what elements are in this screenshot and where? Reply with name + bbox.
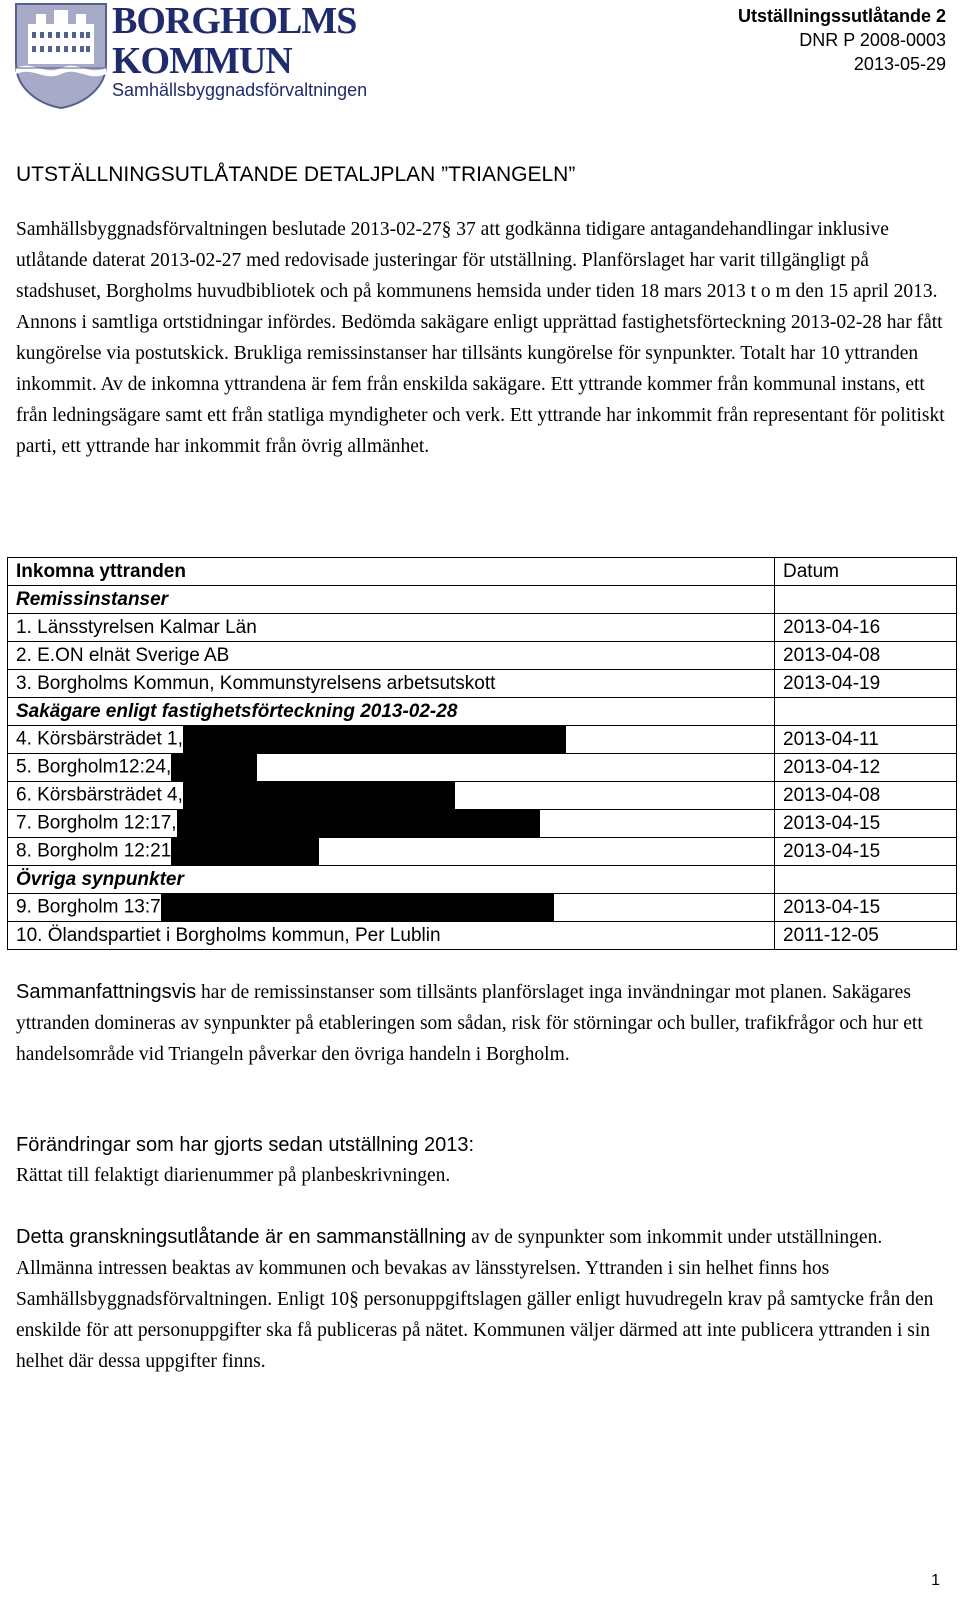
summary-lead: Sammanfattningsvis	[16, 981, 197, 1003]
changes-heading: Förändringar som har gjorts sedan utställning 2013:	[16, 1134, 475, 1156]
statement-cell: 6. Körsbärsträdet 4,	[16, 784, 183, 806]
table-header-date: Datum	[775, 558, 957, 586]
section-row	[8, 866, 957, 894]
table-row	[8, 614, 957, 642]
statement-cell: 1. Länsstyrelsen Kalmar Län	[8, 614, 775, 642]
dnr-number: DNR P 2008-0003	[799, 30, 946, 50]
date-cell: 2013-04-19	[775, 670, 957, 698]
redaction-block	[177, 810, 540, 837]
date-cell: 2013-04-15	[775, 838, 957, 866]
section-row	[8, 586, 957, 614]
statement-cell: 10. Ölandspartiet i Borgholms kommun, Per Lublin	[8, 922, 775, 950]
redaction-block	[171, 838, 319, 865]
table-row	[8, 782, 957, 810]
coat-of-arms-icon	[14, 2, 108, 110]
statements-table	[7, 557, 957, 950]
changes-text: Rättat till felaktigt diarienummer på planbeskrivningen.	[16, 1165, 451, 1186]
doc-date: 2013-05-29	[853, 54, 946, 74]
table-row	[8, 922, 957, 950]
date-cell: 2013-04-08	[775, 642, 957, 670]
table-row	[8, 894, 957, 922]
section-heading: Remissinstanser	[8, 586, 775, 614]
table-header-statements: Inkomna yttranden	[8, 558, 775, 586]
closing-text: av de synpunkter som inkommit under utställningen. Allmänna intressen beaktas av kommunen och bevakas av länsstyrelsen. Yttranden i sin helhet finns hos Samhällsbyggnadsförvaltningen. Enligt 10§ personuppgiftslagen gäller enligt huvudregeln krav på samtycke från den enskilde för att personuppgifter ska få publiceras på nätet. Kommunen väljer därmed att inte publicera yttranden i sin helhet där dessa uppgifter finns.	[16, 1227, 934, 1372]
table-row	[8, 642, 957, 670]
statement-cell: 8. Borgholm 12:21	[16, 840, 172, 862]
date-cell: 2013-04-16	[775, 614, 957, 642]
logo-name-line2: KOMMUN	[112, 40, 292, 82]
intro-paragraph: Samhällsbyggnadsförvaltningen beslutade 2013-02-27§ 37 att godkänna tidigare antagandehandlingar inklusive utlåtande daterat 2013-02-27 med redovisade justeringar för utställning. Planförslaget har varit tillgängligt på stadshuset, Borgholms huvudbibliotek och på kommunens hemsida under tiden 18 mars 2013 t o m den 15 april 2013. Annons i samtliga ortstidningar infördes. Bedömda sakägare enligt upprättad fastighetsförteckning 2013-02-28 har fått kungörelse via postutskick. Brukliga remissinstanser har tillsänts kungörelse för synpunkter. Totalt har 10 yttranden inkommit. Av de inkomna yttrandena är fem från enskilda sakägare. Ett yttrande kommer från kommunal instans, ett från ledningsägare samt ett från statliga myndigheter och verk. Ett yttrande har inkommit från representant för politiskt parti, ett yttrande har inkommit från övrig allmänhet.	[16, 219, 945, 457]
section-row	[8, 698, 957, 726]
municipal-logo	[14, 2, 394, 110]
section-heading: Övriga synpunkter	[8, 866, 775, 894]
table-row	[8, 726, 957, 754]
date-cell: 2013-04-08	[775, 782, 957, 810]
redaction-block	[171, 754, 257, 781]
document-header	[738, 4, 946, 76]
page-number: 1	[931, 1572, 940, 1589]
statement-cell: 7. Borgholm 12:17,	[16, 812, 177, 834]
statement-cell: 5. Borgholm12:24,	[16, 756, 172, 778]
table-row	[8, 670, 957, 698]
date-cell: 2013-04-15	[775, 810, 957, 838]
closing-lead: Detta granskningsutlåtande är en sammanställning	[16, 1226, 467, 1248]
statement-cell: 3. Borgholms Kommun, Kommunstyrelsens arbetsutskott	[8, 670, 775, 698]
date-cell: 2013-04-11	[775, 726, 957, 754]
redaction-block	[183, 782, 455, 809]
table-header-row	[8, 558, 957, 586]
table-row	[8, 754, 957, 782]
table-row	[8, 810, 957, 838]
closing-paragraph	[16, 1222, 946, 1377]
redaction-block	[161, 894, 554, 921]
table-row	[8, 838, 957, 866]
date-cell: 2011-12-05	[775, 922, 957, 950]
date-cell: 2013-04-15	[775, 894, 957, 922]
logo-department: Samhällsbyggnadsförvaltningen	[112, 80, 368, 100]
summary-text: har de remissinstanser som tillsänts planförslaget inga invändningar mot planen. Sakägares yttranden domineras av synpunkter på etableringen som sådan, risk för störningar och buller, trafikfrågor och hur ett handelsområde vid Triangeln påverkar den övriga handeln i Borgholm.	[16, 982, 923, 1065]
statement-cell: 9. Borgholm 13:7	[16, 896, 161, 918]
statement-cell: 4. Körsbärsträdet 1,	[16, 728, 183, 750]
section-heading: Sakägare enligt fastighetsförteckning 2013-02-28	[8, 698, 775, 726]
redaction-block	[183, 726, 566, 753]
page-title: UTSTÄLLNINGSUTLÅTANDE DETALJPLAN ”TRIANGELN”	[16, 163, 576, 186]
statement-cell: 2. E.ON elnät Sverige AB	[8, 642, 775, 670]
summary-paragraph	[16, 977, 946, 1070]
doc-type: Utställningssutlåtande 2	[737, 6, 946, 26]
logo-name-line1: BORGHOLMS	[112, 0, 357, 42]
date-cell: 2013-04-12	[775, 754, 957, 782]
